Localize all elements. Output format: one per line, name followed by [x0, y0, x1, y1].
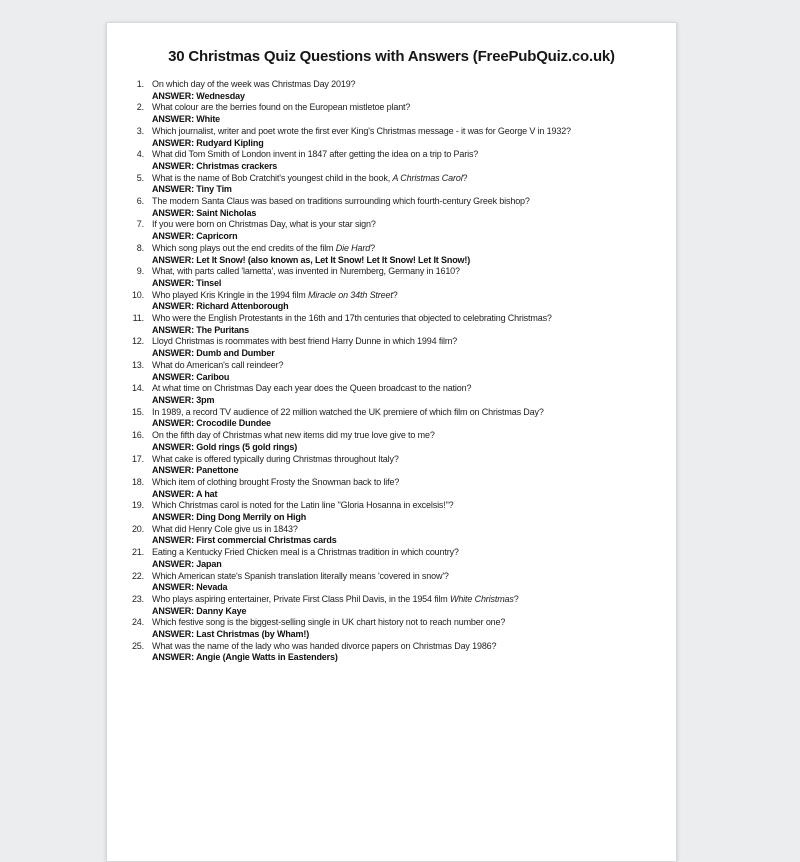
item-body	[152, 196, 530, 219]
item-number: 23.	[131, 593, 144, 604]
item-number: 18.	[131, 476, 144, 487]
answer-text: ANSWER: Rudyard Kipling	[152, 137, 264, 148]
item-number: 16.	[131, 430, 144, 441]
quiz-item	[107, 430, 676, 453]
quiz-item	[107, 313, 676, 336]
item-number: 20.	[131, 523, 144, 534]
item-body	[152, 500, 454, 523]
item-number: 4.	[136, 149, 144, 160]
item-number: 8.	[136, 242, 144, 253]
item-number: 13.	[131, 359, 144, 370]
answer-text: ANSWER: Dumb and Dumber	[152, 348, 275, 359]
item-number: 12.	[131, 336, 144, 347]
question-text: Which festive song is the biggest-selling single in UK chart history not to reach number one?	[152, 617, 506, 628]
item-body	[152, 641, 496, 664]
quiz-item	[107, 617, 676, 640]
item-number: 6.	[136, 196, 144, 207]
question-text: Which item of clothing brought Frosty the Snowman back to life?	[152, 476, 400, 487]
item-number: 11.	[132, 313, 144, 324]
item-number: 21.	[131, 547, 144, 558]
quiz-item	[107, 641, 676, 664]
item-number: 10.	[131, 289, 144, 300]
item-body	[152, 149, 478, 172]
item-number: 3.	[136, 125, 144, 136]
quiz-item	[107, 266, 676, 289]
question-italic-segment: Die Hard	[335, 242, 371, 253]
answer-text: ANSWER: Crocodile Dundee	[152, 418, 271, 429]
question-text: On which day of the week was Christmas Day 2019?	[152, 79, 356, 89]
quiz-item	[107, 454, 676, 477]
quiz-item	[107, 524, 676, 547]
item-body	[152, 383, 471, 406]
answer-text: ANSWER: Let It Snow! (also known as, Let It Snow! Let It Snow! Let It Snow!)	[152, 254, 471, 265]
question-italic-segment: White Christmas	[449, 593, 514, 604]
question-text: What cake is offered typically during Christmas throughout Italy?	[152, 453, 399, 464]
question-italic-segment: A Christmas Carol	[392, 172, 463, 183]
item-number: 1.	[136, 79, 144, 89]
quiz-item	[107, 243, 676, 266]
question-text: What is the name of Bob Cratchit's youngest child in the book, A Christmas Carol?	[152, 172, 468, 183]
item-number: 25.	[131, 640, 144, 651]
answer-text: ANSWER: Saint Nicholas	[152, 207, 257, 218]
answer-text: ANSWER: Wednesday	[152, 90, 245, 101]
answer-text: ANSWER: Tiny Tim	[152, 184, 232, 195]
quiz-item	[107, 173, 676, 196]
answer-text: ANSWER: Caribou	[152, 371, 230, 382]
question-text: Eating a Kentucky Fried Chicken meal is a Christmas tradition in which country?	[152, 547, 459, 558]
item-body	[152, 173, 467, 196]
item-body	[152, 290, 398, 313]
answer-text: ANSWER: Last Christmas (by Wham!)	[152, 629, 310, 640]
question-text: The modern Santa Claus was based on traditions surrounding which fourth-century Greek bishop?	[152, 196, 530, 207]
answer-text: ANSWER: Capricorn	[152, 231, 238, 242]
quiz-item	[107, 571, 676, 594]
quiz-item	[107, 149, 676, 172]
item-body	[152, 126, 571, 149]
document-title: 30 Christmas Quiz Questions with Answers (FreePubQuiz.co.uk)	[168, 48, 615, 65]
item-body	[152, 243, 470, 266]
item-body	[152, 430, 435, 453]
answer-text: ANSWER: Tinsel	[152, 277, 222, 288]
quiz-list	[107, 79, 676, 664]
item-number: 14.	[131, 383, 144, 394]
answer-text: ANSWER: A hat	[152, 488, 218, 499]
quiz-item	[107, 336, 676, 359]
question-text: In 1989, a record TV audience of 22 million watched the UK premiere of which film on Christmas Day?	[152, 406, 544, 417]
question-italic-segment: Miracle on 34th Street	[307, 289, 393, 300]
answer-text: ANSWER: White	[152, 114, 221, 125]
item-body	[152, 102, 410, 125]
answer-text: ANSWER: Japan	[152, 558, 222, 569]
item-body	[152, 219, 376, 242]
question-text: Which journalist, writer and poet wrote the first ever King's Christmas message - it was for George V in 1932?	[152, 125, 571, 136]
item-number: 7.	[136, 219, 144, 230]
answer-text: ANSWER: The Puritans	[152, 324, 250, 335]
quiz-item	[107, 196, 676, 219]
question-text: What, with parts called 'lametta', was invented in Nuremberg, Germany in 1610?	[152, 266, 460, 277]
item-body	[152, 454, 399, 477]
question-text: On the fifth day of Christmas what new items did my true love give to me?	[152, 430, 435, 441]
question-text: Who were the English Protestants in the 16th and 17th centuries that objected to celebrating Christmas?	[152, 313, 552, 324]
item-body	[152, 79, 355, 102]
item-number: 19.	[131, 500, 144, 511]
answer-text: ANSWER: Ding Dong Merrily on High	[152, 512, 307, 523]
quiz-item	[107, 219, 676, 242]
quiz-item	[107, 547, 676, 570]
question-text: Who plays aspiring entertainer, Private First Class Phil Davis, in the 1954 film White Christmas?	[152, 593, 519, 604]
item-body	[152, 524, 337, 547]
quiz-item	[107, 102, 676, 125]
item-body	[152, 336, 457, 359]
item-number: 22.	[131, 570, 144, 581]
item-body	[152, 477, 399, 500]
item-number: 5.	[136, 172, 144, 183]
question-text: Which American state's Spanish translation literally means 'covered in snow'?	[152, 570, 449, 581]
question-text: Which song plays out the end credits of the film Die Hard?	[152, 242, 375, 253]
answer-text: ANSWER: Christmas crackers	[152, 160, 278, 171]
question-text: If you were born on Christmas Day, what is your star sign?	[152, 219, 376, 230]
question-text: Who played Kris Kringle in the 1994 film Miracle on 34th Street?	[152, 289, 398, 300]
answer-text: ANSWER: Danny Kaye	[152, 605, 247, 616]
answer-text: ANSWER: First commercial Christmas cards	[152, 535, 337, 546]
question-text: What did Tom Smith of London invent in 1847 after getting the idea on a trip to Paris?	[152, 149, 479, 160]
question-text: What did Henry Cole give us in 1843?	[152, 523, 298, 534]
quiz-item	[107, 383, 676, 406]
quiz-item	[107, 407, 676, 430]
quiz-item	[107, 79, 676, 102]
item-number: 9.	[136, 266, 144, 277]
item-body	[152, 266, 460, 289]
quiz-item	[107, 290, 676, 313]
question-text: Lloyd Christmas is roommates with best friend Harry Dunne in which 1994 film?	[152, 336, 458, 347]
item-body	[152, 571, 449, 594]
item-number: 15.	[131, 406, 144, 417]
document-page	[106, 22, 677, 862]
answer-text: ANSWER: Nevada	[152, 582, 228, 593]
quiz-item	[107, 126, 676, 149]
answer-text: ANSWER: 3pm	[152, 394, 215, 405]
quiz-item	[107, 360, 676, 383]
answer-text: ANSWER: Angie (Angie Watts in Eastenders)	[152, 652, 338, 663]
question-text: What do American's call reindeer?	[152, 359, 284, 370]
question-text: What was the name of the lady who was handed divorce papers on Christmas Day 1986?	[152, 640, 497, 651]
answer-text: ANSWER: Richard Attenborough	[152, 301, 289, 312]
quiz-item	[107, 594, 676, 617]
item-number: 2.	[136, 102, 144, 113]
item-body	[152, 360, 283, 383]
quiz-item	[107, 477, 676, 500]
item-body	[152, 594, 519, 617]
item-number: 17.	[131, 453, 144, 464]
question-text: Which Christmas carol is noted for the Latin line "Gloria Hosanna in excelsis!"?	[152, 500, 454, 511]
item-body	[152, 407, 544, 430]
question-text: What colour are the berries found on the European mistletoe plant?	[152, 102, 411, 113]
item-body	[152, 547, 459, 570]
item-body	[152, 313, 552, 336]
answer-text: ANSWER: Panettone	[152, 465, 239, 476]
quiz-item	[107, 500, 676, 523]
item-number: 24.	[131, 617, 144, 628]
item-body	[152, 617, 505, 640]
question-text: At what time on Christmas Day each year does the Queen broadcast to the nation?	[152, 383, 472, 394]
answer-text: ANSWER: Gold rings (5 gold rings)	[152, 441, 298, 452]
